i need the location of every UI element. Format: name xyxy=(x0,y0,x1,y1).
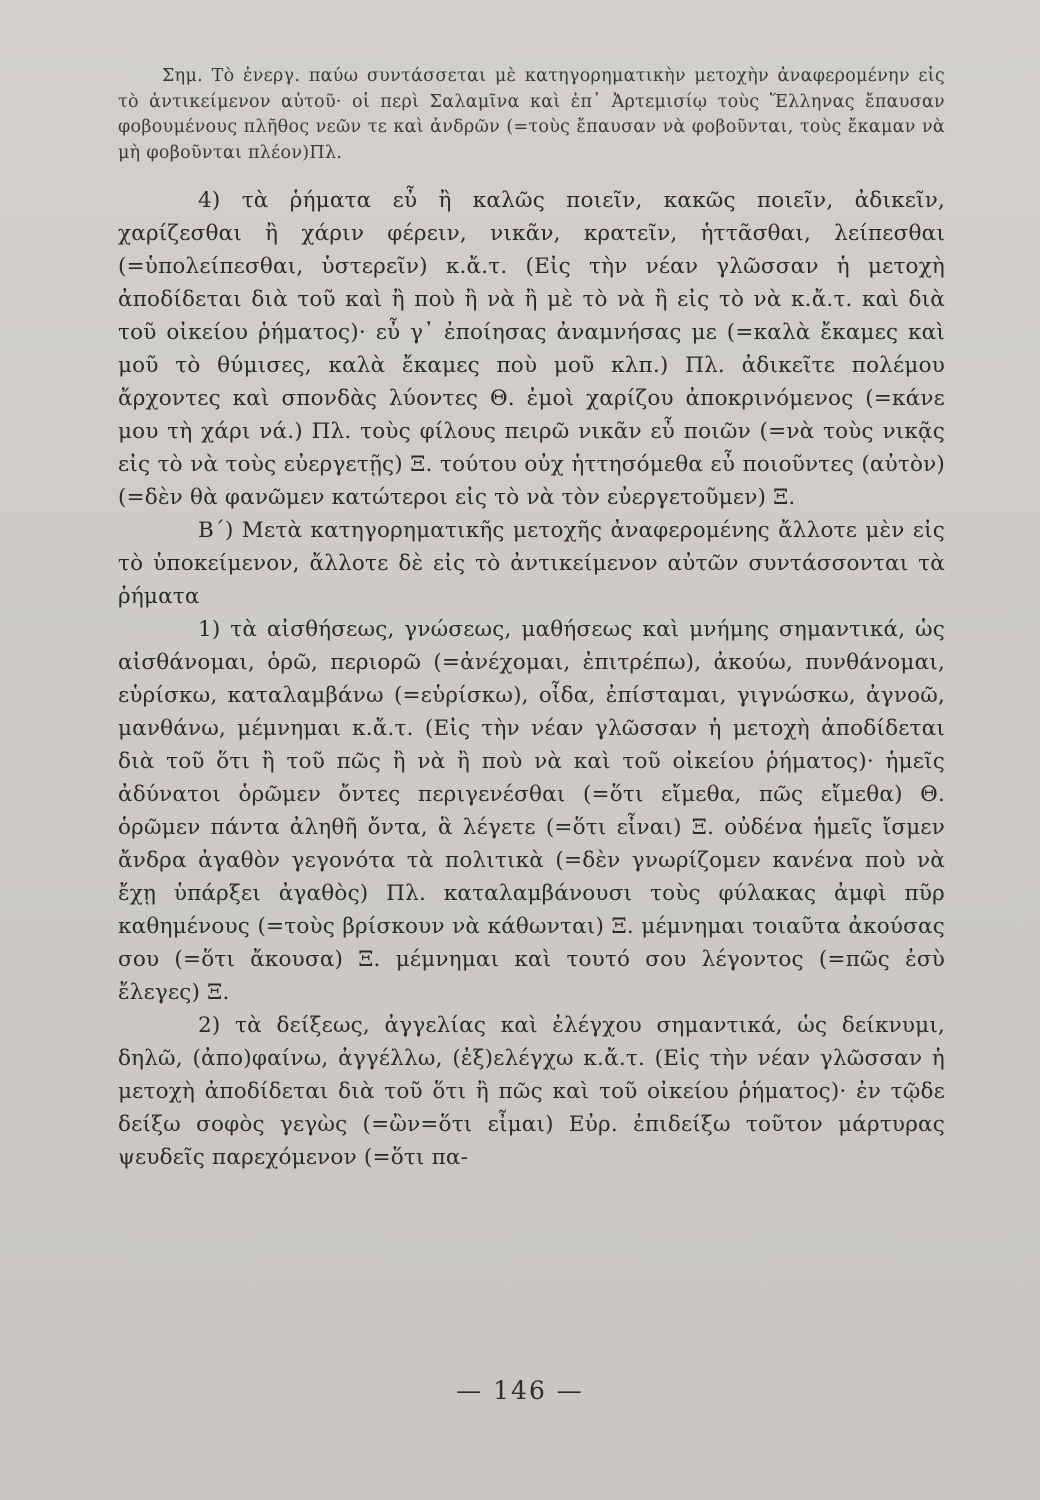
footnote-text: Σημ. Τὸ ἐνεργ. παύω συντάσσεται μὲ κατηγορηματικὴν μετοχὴν ἀναφερομένην εἰς τὸ ἀντικείμενον αὐτοῦ· οἱ περὶ Σαλαμῖνα καὶ ἐπ᾽ Ἀρτεμισίῳ τοὺς Ἕλληνας ἔπαυσαν φοβουμένους πλῆθος νεῶν τε καὶ ἀνδρῶν (=τοὺς ἔπαυσαν νὰ φοβοῦνται, τοὺς ἔκαμαν νὰ μὴ φοβοῦνται πλέον)Πλ. xyxy=(118,66,945,163)
paragraph-b1: 1) τὰ αἰσθήσεως, γνώσεως, μαθήσεως καὶ μνήμης σημαντικά, ὡς αἰσθάνομαι, ὁρῶ, περιορῶ (=ἀνέχομαι, ἐπιτρέπω), ἀκούω, πυνθάνομαι, εὑρίσκω, καταλαμβάνω (=εὑρίσκω), οἶδα, ἐπίσταμαι, γιγνώσκω, ἀγνοῶ, μανθάνω, μέμνημαι κ.ἄ.τ. (Εἰς τὴν νέαν γλῶσσαν ἡ μετοχὴ ἀποδίδεται διὰ τοῦ ὅτι ἢ τοῦ πῶς ἢ νὰ ἢ ποὺ νὰ καὶ τοῦ οἰκείου ῥήματος)· ἡμεῖς ἀδύνατοι ὁρῶμεν ὄντες περιγενέσθαι (=ὅτι εἴμεθα, πῶς εἴμεθα) Θ. ὁρῶμεν πάντα ἀληθῆ ὄντα, ἃ λέγετε (=ὅτι εἶναι) Ξ. οὐδένα ἡμεῖς ἴσμεν ἄνδρα ἀγαθὸν γεγονότα τὰ πολιτικὰ (=δὲν γνωρίζομεν κανένα ποὺ νὰ ἔχῃ ὑπάρξει ἀγαθὸς) Πλ. καταλαμβάνουσι τοὺς φύλακας ἀμφὶ πῦρ καθημένους (=τοὺς βρίσκουν νὰ κάθωνται) Ξ. μέμνημαι τοιαῦτα ἀκούσας σου (=ὅτι ἄκουσα) Ξ. μέμνημαι καὶ τουτό σου λέγοντος (=πῶς ἐσὺ ἔλεγες) Ξ. xyxy=(118,617,945,1005)
paragraph-4: 4) τὰ ῥήματα εὖ ἢ καλῶς ποιεῖν, κακῶς ποιεῖν, ἀδικεῖν, χαρίζεσθαι ἢ χάριν φέρειν, νικᾶν, κρατεῖν, ἡττᾶσθαι, λείπεσθαι (=ὑπολείπεσθαι, ὑστερεῖν) κ.ἄ.τ. (Εἰς τὴν νέαν γλῶσσαν ἡ μετοχὴ ἀποδίδεται διὰ τοῦ καὶ ἢ ποὺ ἢ νὰ ἢ μὲ τὸ νὰ ἢ εἰς τὸ νὰ κ.ἄ.τ. καὶ διὰ τοῦ οἰκείου ῥήματος)· εὖ γ᾽ ἐποίησας ἀναμνήσας με (=καλὰ ἔκαμες καὶ μοῦ τὸ θύμισες, καλὰ ἔκαμες ποὺ μοῦ κλπ.) Πλ. ἀδικεῖτε πολέμου ἄρχοντες καὶ σπονδὰς λύοντες Θ. ἐμοὶ χαρίζου ἀποκρινόμενος (=κάνε μου τὴ χάρι νά.) Πλ. τοὺς φίλους πειρῶ νικᾶν εὖ ποιῶν (=νὰ τοὺς νικᾷς εἰς τὸ νὰ τοὺς εὐεργετῇς) Ξ. τούτου οὐχ ἡττησόμεθα εὖ ποιοῦντες (αὐτὸν) (=δὲν θὰ φανῶμεν κατώτεροι εἰς τὸ νὰ τὸν εὐεργετοῦμεν) Ξ. xyxy=(118,188,945,510)
footnote-block xyxy=(118,64,945,166)
section-heading-b: Β΄) Μετὰ κατηγορηματικῆς μετοχῆς ἀναφερομένης ἄλλοτε μὲν εἰς τὸ ὑποκείμενον, ἄλλοτε δὲ εἰς τὸ ἀντικείμενον αὐτῶν συντάσσονται τὰ ῥήματα xyxy=(118,518,945,609)
page-number: — 146 — xyxy=(456,1376,584,1405)
paragraph-b2: 2) τὰ δείξεως, ἀγγελίας καὶ ἐλέγχου σημαντικά, ὡς δείκνυμι, δηλῶ, (ἀπο)φαίνω, ἀγγέλλω, (ἐξ)ελέγχω κ.ἄ.τ. (Εἰς τὴν νέαν γλῶσσαν ἡ μετοχὴ ἀποδίδεται διὰ τοῦ ὅτι ἢ πῶς καὶ τοῦ οἰκείου ῥήματος)· ἐν τῷδε δείξω σοφὸς γεγὼς (=ὢν=ὅτι εἶμαι) Εὐρ. ἐπιδείξω τοῦτον μάρτυρας ψευδεῖς παρεχόμενον (=ὅτι πα- xyxy=(118,1013,945,1170)
main-text xyxy=(118,184,945,1174)
